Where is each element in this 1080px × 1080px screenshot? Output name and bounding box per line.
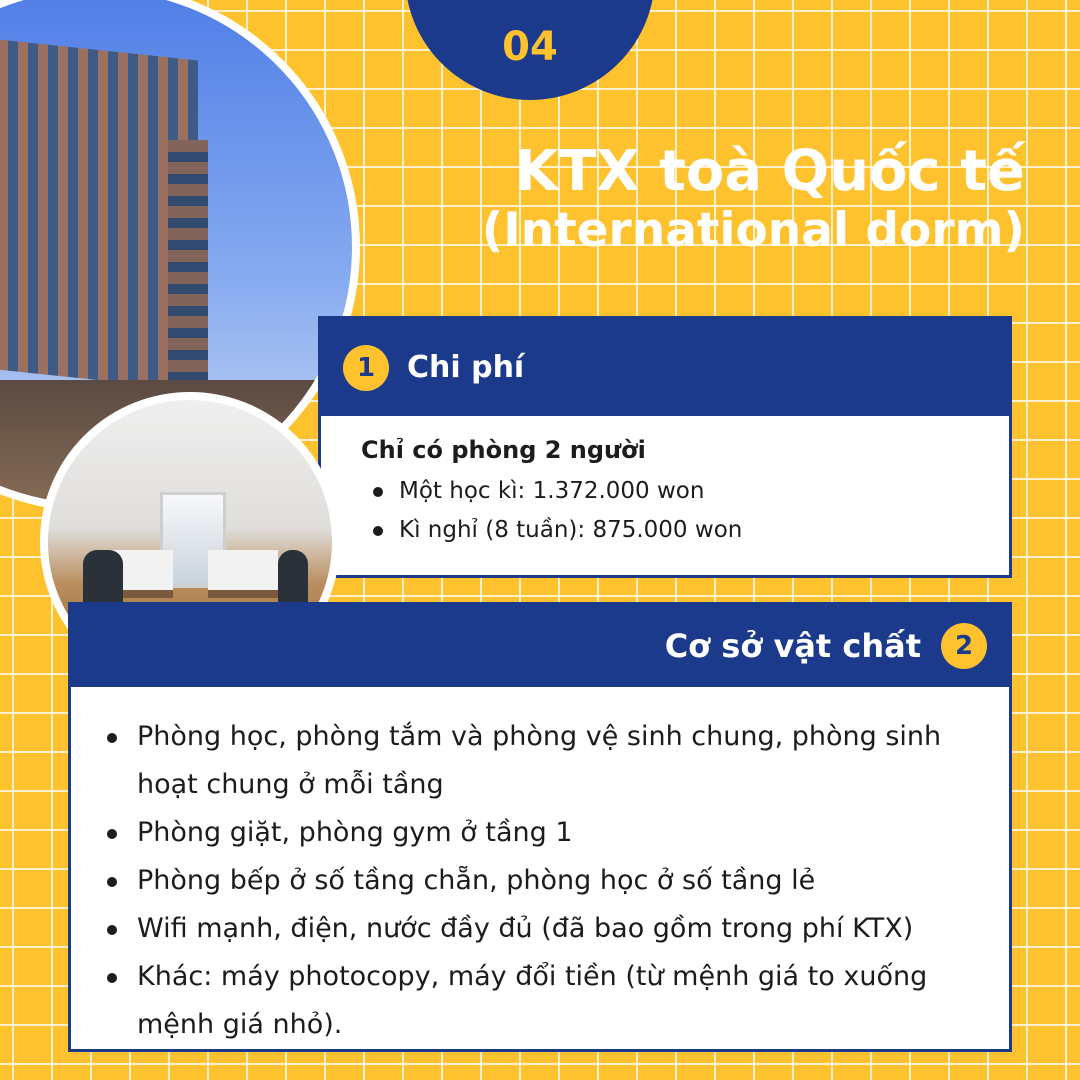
cost-number-badge: 1 (343, 345, 389, 391)
cost-body (321, 416, 1009, 550)
facilities-heading: Cơ sở vật chất (664, 627, 921, 665)
facilities-panel (68, 602, 1012, 1052)
facilities-body (71, 687, 1009, 1049)
list-item: Phòng bếp ở số tầng chẵn, phòng học ở số tầng lẻ (103, 857, 969, 905)
title-line-1: KTX toà Quốc tế (514, 139, 1025, 204)
cost-panel (318, 316, 1012, 578)
cost-heading: Chi phí (407, 350, 525, 385)
list-item: Wifi mạnh, điện, nước đầy đủ (đã bao gồm trong phí KTX) (103, 905, 969, 953)
section-number: 04 (502, 24, 558, 70)
list-item: Kì nghỉ (8 tuần): 875.000 won (361, 511, 1009, 550)
list-item: Một học kì: 1.372.000 won (361, 472, 1009, 511)
facilities-number-badge: 2 (941, 623, 987, 669)
cost-list (361, 472, 1009, 550)
title-line-2: (International dorm) (481, 203, 1025, 259)
list-item: Phòng học, phòng tắm và phòng vệ sinh chung, phòng sinh hoạt chung ở mỗi tầng (103, 713, 969, 809)
list-item: Khác: máy photocopy, máy đổi tiền (từ mệnh giá to xuống mệnh giá nhỏ). (103, 953, 969, 1049)
section-number-badge (405, 0, 655, 100)
facilities-list (103, 713, 969, 1049)
cost-panel-header (321, 319, 1009, 416)
list-item: Phòng giặt, phòng gym ở tầng 1 (103, 809, 969, 857)
page-title (482, 140, 1025, 258)
facilities-panel-header (71, 605, 1009, 687)
cost-subheading: Chỉ có phòng 2 người (361, 436, 646, 464)
